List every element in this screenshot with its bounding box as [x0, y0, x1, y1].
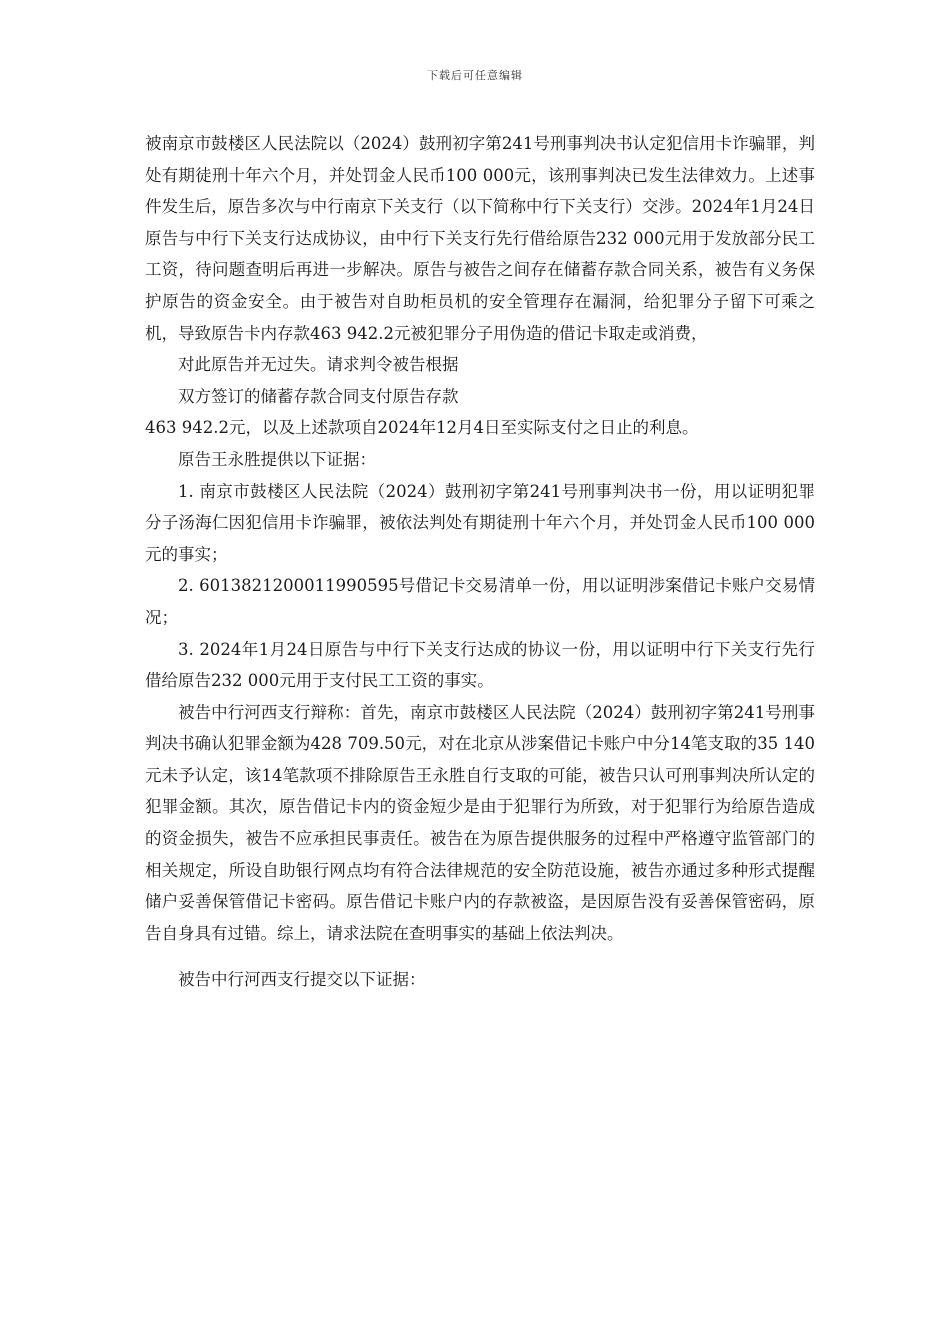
evidence-item-3: 3. 2024年1月24日原告与中行下关支行达成的协议一份，用以证明中行下关支行先行借给原告232 000元用于支付民工工资的事实。 — [145, 639, 815, 691]
evidence-item-2: 2. 6013821200011990595号借记卡交易清单一份，用以证明涉案借记卡账户交易情况； — [145, 576, 815, 627]
paragraph-plaintiff-evidence-heading: 原告王永胜提供以下证据： — [178, 449, 376, 469]
page-header: 下载后可任意编辑 — [427, 69, 523, 82]
document-body — [145, 128, 815, 996]
paragraph-contract: 双方签订的储蓄存款合同支付原告存款 — [178, 386, 459, 406]
paragraph-defense: 被告中行河西支行辩称：首先，南京市鼓楼区人民法院（2024）鼓刑初字第241号刑事判决书确认犯罪金额为428 709.50元，对在北京从涉案借记卡账户中分14笔支取的35 140元未予认定，该14笔款项不排除原告王永胜自行支取的可能，被告只认可刑事判决所认定的犯罪金额。其次，原告借记卡内的资金短少是由于犯罪行为所致，对于犯罪行为给原告造成的资金损失，被告不应承担民事责任。被告在为原告提供服务的过程中严格遵守监管部门的相关规定，所设自助银行网点均有符合法律规范的安全防范设施，被告亦通过多种形式提醒储户妥善保管借记卡密码。原告借记卡账户内的存款被盗，是因原告没有妥善保管密码，原告自身具有过错。综上，请求法院在查明事实的基础上依法判决。 — [145, 702, 815, 943]
paragraph-no-fault: 对此原告并无过失。请求判令被告根据 — [178, 355, 459, 375]
paragraph-claim-amount: 463 942.2元，以及上述款项自2024年12月4日至实际支付之日止的利息。 — [145, 418, 699, 438]
paragraph-case-background: 被南京市鼓楼区人民法院以（2024）鼓刑初字第241号刑事判决书认定犯信用卡诈骗罪，判处有期徒刑十年六个月，并处罚金人民币100 000元，该刑事判决已发生法律效力。上述事件发生后，原告多次与中行南京下关支行（以下简称中行下关支行）交涉。2024年1月24日原告与中行下关支行达成协议，由中行下关支行先行借给原告232 000元用于发放部分民工工资，待问题查明后再进一步解决。原告与被告之间存在储蓄存款合同关系，被告有义务保护原告的资金安全。由于被告对自助柜员机的安全管理存在漏洞，给犯罪分子留下可乘之机，导致原告卡内存款463 942.2元被犯罪分子用伪造的借记卡取走或消费， — [145, 134, 815, 343]
paragraph-defendant-evidence-heading: 被告中行河西支行提交以下证据： — [178, 970, 426, 990]
paragraph-gap — [145, 949, 815, 964]
evidence-item-1: 1. 南京市鼓楼区人民法院（2024）鼓刑初字第241号刑事判决书一份，用以证明犯罪分子汤海仁因犯信用卡诈骗罪，被依法判处有期徒刑十年六个月，并处罚金人民币100 000元的事实； — [145, 481, 815, 564]
